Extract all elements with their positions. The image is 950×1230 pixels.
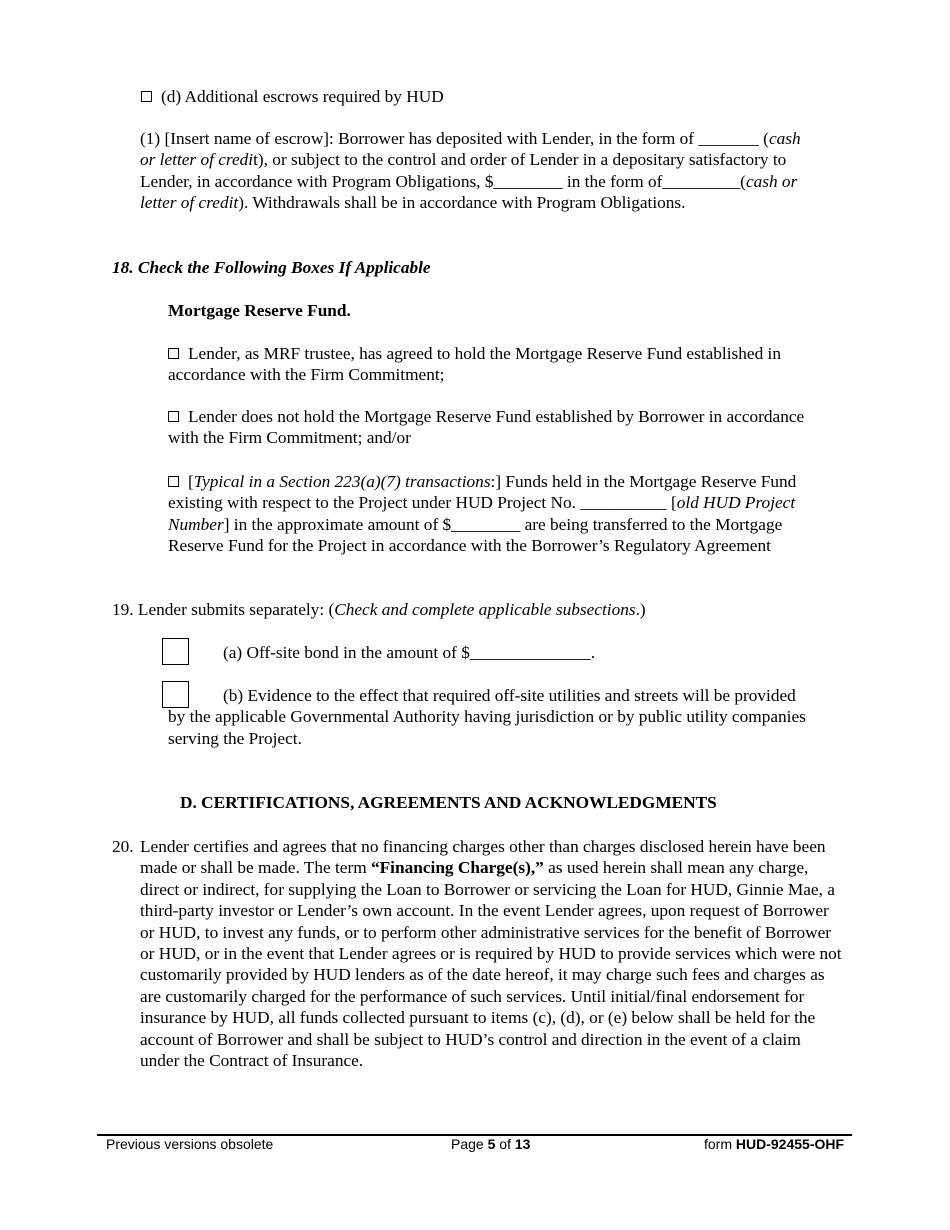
footer-of-word: of [499, 1136, 511, 1152]
footer-left: Previous versions obsolete [106, 1136, 274, 1152]
section-d-title: D. CERTIFICATIONS, AGREEMENTS AND ACKNOWLEDGMENTS [180, 793, 717, 812]
mrf-title: Mortgage Reserve Fund. [168, 301, 351, 320]
section-19-heading [112, 599, 646, 620]
mrf-option-2-label: Lender does not hold the Mortgage Reserve Fund established by Borrower in accordance with the Firm Commitment; and/or [168, 407, 805, 448]
footer-page-total: 13 [514, 1136, 531, 1152]
footer-form-id: HUD-92455-OHF [735, 1136, 845, 1152]
escrow-d-label: (d) Additional escrows required by HUD [161, 87, 444, 106]
section-19-heading-text: 19. Lender submits separately: ( [112, 600, 335, 619]
mrf-option-3-text: [ [188, 472, 194, 491]
escrow-1-paragraph [140, 128, 820, 214]
section-20-number: 20. [112, 837, 134, 856]
mrf-option-1-checkbox[interactable] [168, 348, 179, 359]
section-19-heading-italic: Check and complete applicable subsections [334, 600, 636, 619]
section-20-paragraph [140, 836, 842, 1071]
mrf-option-3 [168, 471, 838, 557]
escrow-1-text: t), or subject to the control and order of Lender in a depositary satisfactory to Lender, in accordance with Program Obligations, $________ in the form of_________( [140, 150, 787, 191]
offsite-bond-checkbox[interactable] [162, 638, 189, 665]
escrow-1-italic: cash or letter of credi [140, 129, 801, 170]
mrf-option-3-italic: Typical in a Section 223(a)(7) transactions [193, 472, 491, 491]
escrow-1-text: (1) [Insert name of escrow]: Borrower has deposited with Lender, in the form of _______ ( [140, 129, 769, 148]
footer-page-number: 5 [487, 1136, 496, 1152]
mrf-option-2 [168, 406, 808, 449]
mrf-option-1-label: Lender, as MRF trustee, has agreed to hold the Mortgage Reserve Fund established in accordance with the Firm Commitment; [168, 344, 781, 385]
footer-form-word: form [704, 1136, 732, 1152]
mrf-option-2-checkbox[interactable] [168, 411, 179, 422]
section-18-heading: 18. Check the Following Boxes If Applicable [112, 258, 431, 277]
escrow-d-item [141, 86, 841, 107]
offsite-bond-label: (a) Off-site bond in the amount of $______________. [223, 643, 596, 662]
offsite-utilities-label: (b) Evidence to the effect that required off-site utilities and streets will be provided by the applicable Governmental Authority having jurisdiction or by public utility companies serving the Project. [168, 686, 806, 748]
section-19-heading-text: .) [635, 600, 646, 619]
mrf-option-3-italic: old HUD Project Number [168, 493, 796, 534]
section-20-text: as used herein shall mean any charge, direct or indirect, for supplying the Loan to Borrower or servicing the Loan for HUD, Ginnie Mae, a third-party investor or Lender’s own account. In the event Lender agrees, upon request of Borrower or HUD, to invest any funds, or to perform other administrative services for the benefit of Borrower or HUD, or in the event that Lender agrees or is required by HUD to provide services which were not customarily provided by HUD lenders as of the date hereof, it may charge such fees and charges as are customarily charged for the performance of such services. Until initial/final endorsement for insurance by HUD, all funds collected pursuant to items (c), (d), or (e) below shall be held for the account of Borrower and shall be subject to HUD’s control and direction in the event of a claim under the Contract of Insurance. [140, 858, 842, 1071]
footer-page [451, 1136, 530, 1153]
financing-charge-term: “Financing Charge(s),” [370, 858, 544, 878]
escrow-d-checkbox[interactable] [141, 91, 152, 102]
mrf-option-1 [168, 343, 848, 386]
section-20-text: Lender certifies and agrees that no financing charges other than charges disclosed herein have been made or shall be made. The term [140, 837, 826, 878]
mrf-option-3-checkbox[interactable] [168, 476, 179, 487]
escrow-1-italic: cash or letter of credit [140, 171, 798, 213]
escrow-1-text: ). Withdrawals shall be in accordance with Program Obligations. [238, 193, 686, 213]
mrf-option-3-text: :] Funds held in the Mortgage Reserve Fund existing with respect to the Project under HUD Project No. __________ [ [168, 472, 797, 513]
footer-page-word: Page [451, 1136, 484, 1152]
footer-form [704, 1136, 844, 1153]
mrf-option-3-text: ] in the approximate amount of $________ are being transferred to the Mortgage Reserve Fund for the Project in accordance with the Borrower’s Regulatory Agreement [168, 514, 783, 556]
